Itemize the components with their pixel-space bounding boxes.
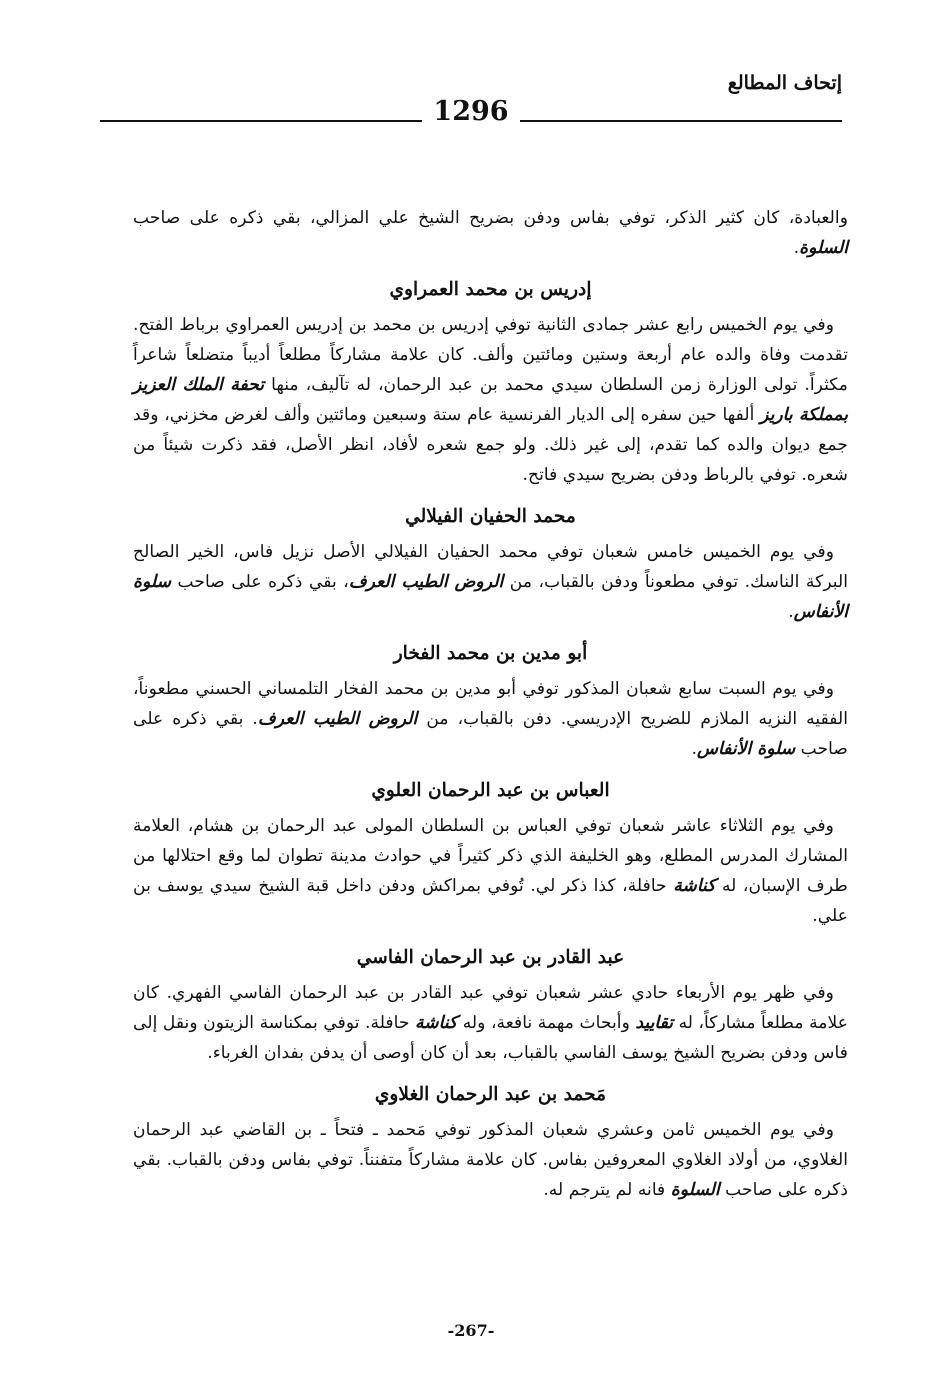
entry-heading: مَحمد بن عبد الرحمان الغلاوي (374, 1084, 607, 1105)
entry-paragraph (133, 537, 848, 627)
entry-muhammad-alhafyan (133, 501, 848, 627)
book-title: السلوة (799, 238, 848, 258)
running-title: إتحاف المطالع (727, 72, 842, 94)
entry-paragraph (133, 978, 848, 1068)
book-title: كناشة (414, 1013, 458, 1033)
book-title: سلوة الأنفاس (133, 572, 848, 622)
entry-paragraph (133, 811, 848, 931)
header-rule-left (100, 120, 422, 122)
entry-text: ألفها حين سفره إلى الديار الفرنسية عام ستة وسبعين ومائتين وألف لغرض مخزني، وقد جمع ديوان والده كما تقدم، إلى غير ذلك. ولو جمع شعره لأفاد، انظر الأصل، فقد ذكرت شيئاً من شعره. توفي بالرباط ودفن بضريح سيدي فاتح. (133, 405, 848, 485)
entry-idris-alamrawi (133, 274, 848, 490)
intro-paragraph (133, 203, 848, 263)
entry-text: ، بقي ذكره على صاحب (170, 572, 349, 592)
entry-text: . (788, 602, 794, 622)
entry-abu-madyan-alfakhkhar (133, 638, 848, 764)
entry-text: وفي يوم الخميس ثامن وعشري شعبان المذكور توفي مَحمد ـ فتحاً ـ بن القاضي عبد الرحمان الغلاوي، من أولاد الغلاوي المعروفين بفاس. كان علامة مشاركاً متفنناً. توفي بفاس ودفن بالقباب. بقي ذكره على صاحب (133, 1120, 848, 1200)
entry-alabbas-alalawi (133, 775, 848, 931)
entry-heading: محمد الحفيان الفيلالي (405, 506, 576, 527)
page-body (133, 203, 848, 1205)
entry-heading: أبو مدين بن محمد الفخار (393, 643, 588, 664)
book-title: كناشة (673, 876, 716, 896)
entry-text: وفي يوم السبت سابع شعبان المذكور توفي أبو مدين بن محمد الفخار التلمساني الحسني مطعوناً، الفقيه النزيه الملازم للضريح الإدريسي. دفن بالقباب، من (133, 679, 848, 729)
book-title: سلوة الأنفاس (696, 739, 796, 759)
entry-text: حافلة. توفي بمكناسة الزيتون ونقل إلى فاس ودفن بضريح الشيخ يوسف الفاسي بالقباب، بعد أن كان أوصى أن يدفن بفدان الغرباء. (133, 1013, 848, 1063)
page-number: -267- (447, 1321, 495, 1340)
intro-text-end: . (793, 238, 800, 258)
book-title: الروض الطيب العرف (257, 709, 418, 729)
book-title: الروض الطيب العرف (348, 572, 504, 592)
entry-text: وفي يوم الخميس خامس شعبان توفي محمد الحفيان الفيلالي الأصل نزيل فاس، الخير الصالح البركة الناسك. توفي مطعوناً ودفن بالقباب، من (133, 542, 848, 592)
entry-text: . بقي ذكره على صاحب (133, 709, 848, 759)
entry-text: حافلة، كذا ذكر لي. تُوفي بمراكش ودفن داخل قبة الشيخ سيدي يوسف بن علي. (133, 876, 848, 926)
entry-text: وفي ظهر يوم الأربعاء حادي عشر شعبان توفي عبد القادر بن عبد الرحمان الفاسي الفهري. كان علامة مطلعاً مشاركاً، له (133, 983, 848, 1033)
entry-heading: إدريس بن محمد العمراوي (389, 279, 592, 300)
entry-text: فانه لم يترجم له. (543, 1180, 671, 1200)
entry-heading: العباس بن عبد الرحمان العلوي (371, 780, 610, 801)
entry-paragraph (133, 1115, 848, 1205)
intro-text: والعبادة، كان كثير الذكر، توفي بفاس ودفن بضريح الشيخ علي المزالي، بقي ذكره على صاحب (133, 208, 848, 228)
entry-paragraph (133, 310, 848, 490)
book-title: تقاييد (635, 1013, 674, 1033)
entry-text: وفي يوم الخميس رابع عشر جمادى الثانية توفي إدريس بن محمد بن إدريس العمراوي برباط الفتح. تقدمت وفاة والده عام أربعة وستين ومائتين وألف. كان علامة مشاركاً مطلعاً أديباً متضلعاً شاعراً مكثراً. تولى الوزارة زمن السلطان سيدي محمد بن عبد الرحمان، له تآليف، منها (133, 315, 848, 395)
entry-paragraph (133, 674, 848, 764)
entry-text: وأبحاث مهمة نافعة، وله (457, 1013, 636, 1033)
entry-text: . (691, 739, 697, 759)
entry-text: وفي يوم الثلاثاء عاشر شعبان توفي العباس بن السلطان المولى عبد الرحمان بن هشام، العلامة المشارك المدرس المطلع، وهو الخليفة الذي ذكر كثيراً في حوادث مدينة تطوان لما وقع احتلالها من طرف الإسبان، له (133, 816, 848, 896)
book-title: السلوة (670, 1180, 720, 1200)
entry-abdelkader-alfasi (133, 942, 848, 1068)
entry-heading: عبد القادر بن عبد الرحمان الفاسي (356, 947, 625, 968)
year-heading: 1296 (433, 96, 509, 127)
entry-muhammad-alghallawi (133, 1079, 848, 1205)
book-title: تحفة الملك العزيز بمملكة باريز (133, 375, 848, 425)
